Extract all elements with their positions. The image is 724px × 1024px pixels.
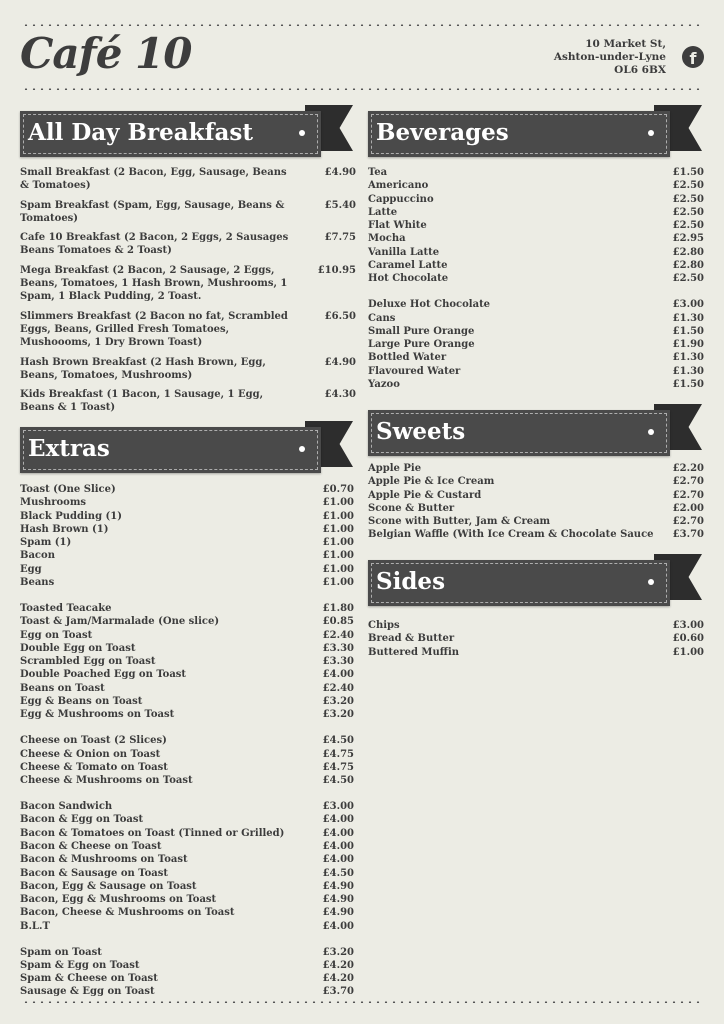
menu-item [20,840,354,853]
menu-item [20,985,354,998]
item-price: £1.00 [322,563,354,575]
item-price: £3.70 [322,986,354,998]
menu-item [368,272,704,285]
menu-item [20,946,354,959]
menu-item [368,219,704,232]
item-name: Chips [368,620,400,631]
menu-item [20,510,354,523]
item-price: £2.00 [672,502,704,514]
menu-item [20,734,354,747]
item-price: £2.50 [672,193,704,205]
menu-item [368,619,704,632]
item-price: £0.70 [322,484,354,495]
item-price: £4.00 [322,840,354,852]
item-name: Small Pure Orange [368,325,475,337]
item-name: Bacon [20,550,55,562]
menu-item [20,695,354,708]
item-name: Bacon, Cheese & Mushrooms on Toast [20,907,235,919]
section-title: Extras [28,435,110,462]
menu-item [368,489,704,502]
item-price: £10.95 [317,264,356,276]
item-price: £4.20 [322,959,354,971]
item-name: Egg & Mushrooms on Toast [20,709,175,721]
menu-item [20,629,354,642]
item-price: £4.20 [322,973,354,985]
item-price: £4.90 [322,880,354,892]
item-price: £1.30 [672,352,704,364]
item-name: Egg on Toast [20,629,93,641]
menu-item [368,206,704,219]
item-name: Toasted Teacake [20,602,112,614]
item-name: Slimmers Breakfast (2 Bacon no fat, Scrambled Eggs, Beans, Grilled Fresh Tomatoes, Mushoooms, 1 Dry Brown Toast) [20,310,288,349]
item-name: Spam Breakfast (Spam, Egg, Sausage, Beans & Tomatoes) [20,199,285,224]
item-price: £4.50 [322,775,354,787]
banner-all-day-breakfast [20,111,353,157]
menu-item [20,655,354,668]
item-price: £4.75 [322,761,354,773]
menu-item [20,483,354,496]
section-title: All Day Breakfast [28,119,253,146]
item-name: Apple Pie & Custard [368,489,482,501]
ribbon-dot [648,579,654,585]
item-price: £3.20 [322,946,354,958]
menu-item [368,378,704,391]
menu-item [20,867,354,880]
address-line: 10 Market St, [585,38,666,50]
menu-item [368,365,704,378]
item-name: Hash Brown (1) [20,523,109,535]
ribbon-dot [648,429,654,435]
item-price: £1.00 [322,523,354,535]
item-name: Belgian Waffle (With Ice Cream & Chocolate Sauce [368,529,654,541]
item-name: Caramel Latte [368,260,448,272]
item-name: Spam & Cheese on Toast [20,973,158,985]
menu-item [368,462,704,475]
item-name: Hot Chocolate [368,273,449,285]
menu-item [20,563,354,576]
menu-item [20,523,354,536]
menu-item [368,338,704,351]
item-name: Spam (1) [20,537,72,549]
item-price: £2.50 [672,180,704,192]
menu-item [368,475,704,488]
address-line: OL6 6BX [614,64,666,76]
item-name: Flat White [368,220,427,232]
menu-item [368,232,704,245]
banner-sweets [368,410,702,456]
item-price: £4.00 [322,669,354,681]
item-name: Scone with Butter, Jam & Cream [368,516,551,528]
item-price: £1.90 [672,339,704,351]
menu-item [368,179,704,192]
menu-item [20,853,354,866]
menu-item [20,199,356,226]
ribbon-body [368,111,670,157]
menu-item [20,906,354,919]
menu-item [368,246,704,259]
item-price: £2.50 [672,206,704,218]
sides-list [368,619,704,659]
beverages-group [368,166,704,286]
ribbon-body [20,111,321,157]
menu-item [20,668,354,681]
menu-item [368,166,704,179]
item-name: Latte [368,206,398,218]
item-price: £4.50 [322,735,354,747]
item-price: £4.90 [324,167,356,178]
item-price: £0.85 [322,616,354,628]
item-price: £3.70 [672,529,704,541]
address-line: Ashton-under-Lyne [553,51,666,63]
extras-group [20,483,354,589]
item-price: £4.00 [322,854,354,866]
menu-item [368,193,704,206]
item-price: £2.70 [672,489,704,501]
item-price: £1.00 [672,646,704,658]
item-name: Toast (One Slice) [20,484,116,495]
item-price: £4.30 [324,389,356,401]
sweets-list [368,462,704,542]
item-name: Toast & Jam/Marmalade (One slice) [20,616,220,628]
header-dotted-divider [22,88,702,90]
item-price: £4.00 [322,814,354,826]
menu-item [20,231,356,258]
menu-item [368,325,704,338]
item-price: £3.00 [672,299,704,311]
extras-list [20,483,354,1011]
menu-item [20,310,356,350]
item-price: £5.40 [324,199,356,211]
item-name: Americano [368,180,429,192]
item-name: Apple Pie [368,463,422,474]
item-name: Scrambled Egg on Toast [20,656,156,668]
menu-item [20,813,354,826]
menu-item [20,880,354,893]
menu-item [20,549,354,562]
banner-sides [368,560,702,606]
item-name: Bacon & Mushrooms on Toast [20,854,188,866]
top-dotted-divider [22,24,702,26]
menu-item [20,602,354,615]
item-name: Cappuccino [368,193,434,205]
beverages-group [368,298,704,391]
item-price: £2.50 [672,220,704,232]
item-name: Flavoured Water [368,365,461,377]
facebook-icon[interactable]: f [682,46,704,68]
item-price: £3.20 [322,696,354,708]
cafe-logo: Café 10 [20,29,192,78]
menu-item [20,496,354,509]
menu-item [20,748,354,761]
item-price: £0.60 [672,633,704,645]
banner-extras [20,427,353,473]
menu-item [368,502,704,515]
menu-item [20,800,354,813]
item-price: £4.75 [322,748,354,760]
menu-item [20,576,354,589]
ribbon-dot [648,130,654,136]
item-price: £3.20 [322,709,354,721]
item-name: Mocha [368,233,406,245]
menu-item [20,972,354,985]
menu-item [368,632,704,645]
item-name: Small Breakfast (2 Bacon, Egg, Sausage, Beans & Tomatoes) [20,167,287,192]
item-price: £1.00 [322,577,354,589]
menu-item [368,259,704,272]
item-name: Bacon & Sausage on Toast [20,867,168,879]
item-price: £1.30 [672,312,704,324]
item-name: Scone & Butter [368,502,455,514]
item-name: Bread & Butter [368,633,455,645]
ribbon-body [368,410,670,456]
item-price: £2.80 [672,246,704,258]
extras-group [20,800,354,933]
item-price: £1.00 [322,537,354,549]
menu-item [368,351,704,364]
item-name: B.L.T [20,920,50,932]
menu-item [368,528,704,541]
item-price: £2.20 [672,463,704,474]
menu-item [20,893,354,906]
item-price: £2.70 [672,516,704,528]
menu-item [368,298,704,311]
item-name: Deluxe Hot Chocolate [368,299,491,311]
item-price: £4.00 [322,920,354,932]
item-name: Vanilla Latte [368,246,440,258]
item-price: £1.80 [322,602,354,614]
item-price: £2.80 [672,260,704,272]
item-price: £2.95 [672,233,704,245]
item-price: £1.00 [322,550,354,562]
item-name: Bacon, Egg & Sausage on Toast [20,880,197,892]
item-name: Apple Pie & Ice Cream [368,476,495,488]
menu-item [20,682,354,695]
item-price: £4.90 [324,356,356,368]
section-title: Beverages [376,119,509,146]
menu-item [20,615,354,628]
item-price: £1.00 [322,497,354,509]
item-name: Double Egg on Toast [20,642,136,654]
item-name: Cheese & Tomato on Toast [20,761,168,773]
item-name: Bacon & Cheese on Toast [20,840,162,852]
breakfast-list [20,166,356,421]
item-price: £7.75 [324,232,356,244]
item-price: £4.00 [322,827,354,839]
item-price: £1.00 [322,510,354,522]
item-name: Mega Breakfast (2 Bacon, 2 Sausage, 2 Eggs, Beans, Tomatoes, 1 Hash Brown, Mushrooms, 1 Spam, 1 Black Pudding, 2 Toast. [20,264,288,303]
item-price: £6.50 [324,310,356,322]
item-price: £3.30 [322,656,354,668]
item-name: Hash Brown Breakfast (2 Hash Brown, Egg, Beans, Tomatoes, Mushrooms) [20,356,266,381]
item-price: £3.00 [672,620,704,631]
menu-item [20,920,354,933]
item-name: Beans on Toast [20,682,105,694]
menu-item [20,827,354,840]
item-price: £2.50 [672,273,704,285]
item-price: £1.50 [672,325,704,337]
extras-group [20,734,354,787]
item-price: £3.30 [322,642,354,654]
extras-group [20,946,354,999]
item-name: Mushrooms [20,497,87,509]
item-name: Tea [368,167,388,178]
item-name: Cafe 10 Breakfast (2 Bacon, 2 Eggs, 2 Sausages Beans Tomatoes & 2 Toast) [20,232,289,257]
item-name: Buttered Muffin [368,646,460,658]
item-name: Double Poached Egg on Toast [20,669,187,681]
menu-item [20,959,354,972]
menu-item [20,356,356,383]
item-name: Cheese on Toast (2 Slices) [20,735,167,747]
menu-item [20,536,354,549]
item-price: £2.40 [322,629,354,641]
section-title: Sides [376,568,446,595]
item-name: Egg [20,563,42,575]
ribbon-dot [299,130,305,136]
menu-item [368,646,704,659]
item-name: Large Pure Orange [368,339,475,351]
item-price: £2.70 [672,476,704,488]
extras-group [20,602,354,722]
ribbon-dot [299,446,305,452]
item-name: Bacon & Tomatoes on Toast (Tinned or Grilled) [20,827,285,839]
menu-item [20,166,356,193]
item-price: £4.90 [322,907,354,919]
item-name: Egg & Beans on Toast [20,696,143,708]
menu-item [20,708,354,721]
ribbon-body [368,560,670,606]
ribbon-body [20,427,321,473]
item-name: Yazoo [368,379,400,391]
item-name: Black Pudding (1) [20,510,122,522]
menu-item [368,312,704,325]
item-price: £3.00 [322,801,354,813]
item-name: Cheese & Mushrooms on Toast [20,775,193,787]
item-name: Kids Breakfast (1 Bacon, 1 Sausage, 1 Egg, Beans & 1 Toast) [20,389,264,414]
menu-item [20,642,354,655]
beverages-list [368,166,704,404]
menu-item [20,388,356,415]
item-price: £4.90 [322,894,354,906]
item-price: £2.40 [322,682,354,694]
banner-beverages [368,111,702,157]
item-name: Beans [20,577,55,589]
item-name: Bacon, Egg & Mushrooms on Toast [20,894,217,906]
item-name: Cheese & Onion on Toast [20,748,161,760]
item-name: Cans [368,312,396,324]
menu-item [20,774,354,787]
item-name: Bacon & Egg on Toast [20,814,144,826]
item-name: Bacon Sandwich [20,801,113,813]
menu-item [20,761,354,774]
item-price: £1.50 [672,379,704,391]
item-price: £4.50 [322,867,354,879]
section-title: Sweets [376,418,466,445]
item-price: £1.50 [672,167,704,178]
item-name: Sausage & Egg on Toast [20,986,155,998]
item-name: Bottled Water [368,352,447,364]
item-price: £1.30 [672,365,704,377]
menu-item [368,515,704,528]
item-name: Spam on Toast [20,946,102,958]
menu-item [20,264,356,304]
item-name: Spam & Egg on Toast [20,959,140,971]
address-block [554,38,666,77]
